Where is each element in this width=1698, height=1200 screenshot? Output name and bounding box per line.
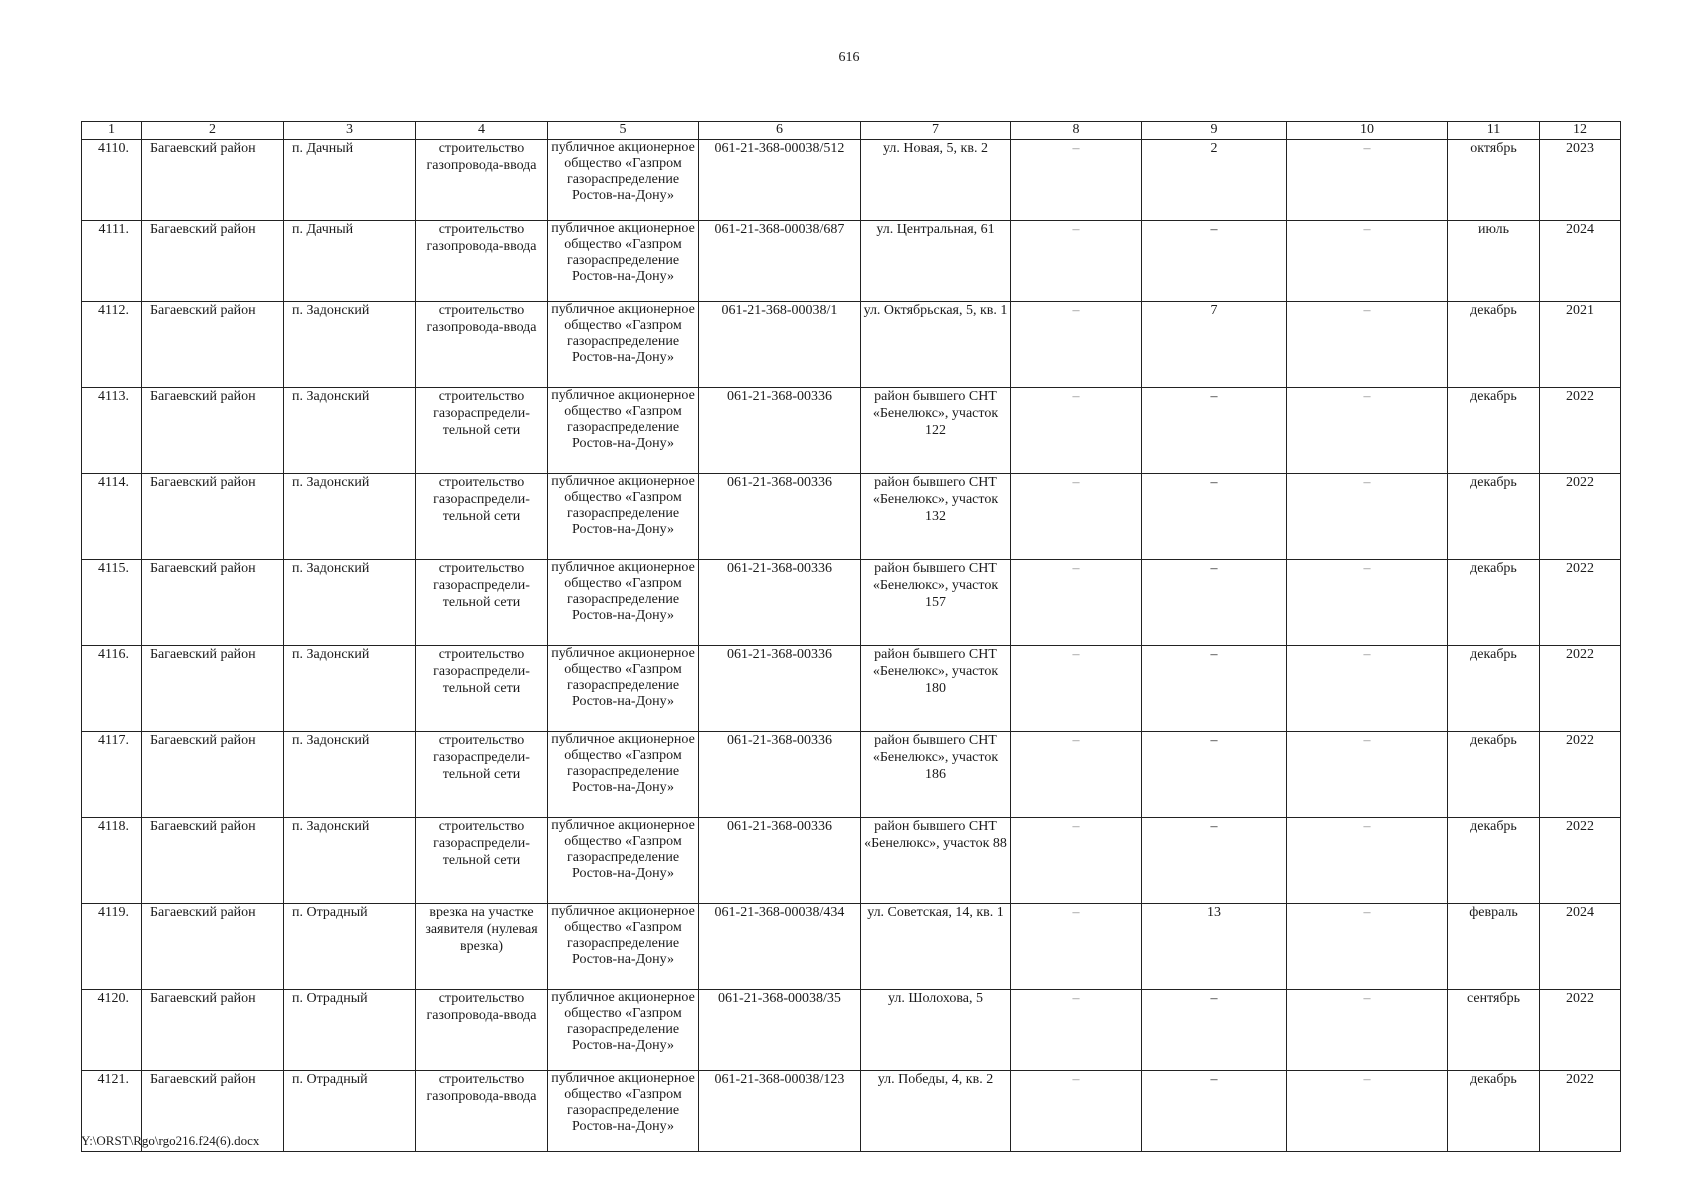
company-cell: публичное акционерное общество «Газпром газораспределение Ростов-на-Дону»	[548, 560, 699, 646]
column-8-cell: –	[1011, 474, 1142, 560]
registry-code-cell: 061-21-368-00336	[699, 474, 861, 560]
column-header: 6	[699, 122, 861, 140]
company-cell: публичное акционерное общество «Газпром газораспределение Ростов-на-Дону»	[548, 646, 699, 732]
column-header: 3	[284, 122, 416, 140]
column-8-cell: –	[1011, 140, 1142, 221]
column-10-cell: –	[1287, 646, 1448, 732]
column-10-cell: –	[1287, 904, 1448, 990]
district-cell: Багаевский район	[142, 904, 284, 990]
column-9-cell: –	[1142, 388, 1287, 474]
company-cell: публичное акционерное общество «Газпром газораспределение Ростов-на-Дону»	[548, 302, 699, 388]
registry-code-cell: 061-21-368-00336	[699, 732, 861, 818]
month-cell: декабрь	[1448, 560, 1540, 646]
table-row	[82, 646, 1621, 732]
company-cell: публичное акционерное общество «Газпром газораспределение Ростов-на-Дону»	[548, 474, 699, 560]
column-header: 8	[1011, 122, 1142, 140]
column-10-cell: –	[1287, 140, 1448, 221]
company-cell: публичное акционерное общество «Газпром газораспределение Ростов-на-Дону»	[548, 818, 699, 904]
column-10-cell: –	[1287, 1071, 1448, 1152]
row-number: 4117.	[82, 732, 142, 818]
settlement-cell: п. Задонский	[284, 388, 416, 474]
column-header: 9	[1142, 122, 1287, 140]
year-cell: 2023	[1540, 140, 1621, 221]
settlement-cell: п. Задонский	[284, 560, 416, 646]
column-8-cell: –	[1011, 646, 1142, 732]
company-cell: публичное акционерное общество «Газпром газораспределение Ростов-на-Дону»	[548, 221, 699, 302]
district-cell: Багаевский район	[142, 646, 284, 732]
column-8-cell: –	[1011, 388, 1142, 474]
month-cell: декабрь	[1448, 732, 1540, 818]
settlement-cell: п. Отрадный	[284, 990, 416, 1071]
company-cell: публичное акционерное общество «Газпром газораспределение Ростов-на-Дону»	[548, 732, 699, 818]
column-header: 11	[1448, 122, 1540, 140]
column-9-cell: –	[1142, 646, 1287, 732]
column-10-cell: –	[1287, 221, 1448, 302]
column-9-cell: –	[1142, 1071, 1287, 1152]
settlement-cell: п. Дачный	[284, 140, 416, 221]
address-cell: район бывшего СНТ «Бенелюкс», участок 180	[861, 646, 1011, 732]
settlement-cell: п. Отрадный	[284, 1071, 416, 1152]
year-cell: 2022	[1540, 1071, 1621, 1152]
column-8-cell: –	[1011, 904, 1142, 990]
table-row	[82, 221, 1621, 302]
company-cell: публичное акционерное общество «Газпром газораспределение Ростов-на-Дону»	[548, 388, 699, 474]
address-cell: ул. Центральная, 61	[861, 221, 1011, 302]
column-10-cell: –	[1287, 388, 1448, 474]
work-type-cell: строительство газопровода-ввода	[416, 302, 548, 388]
table-row	[82, 140, 1621, 221]
column-9-cell: 2	[1142, 140, 1287, 221]
column-10-cell: –	[1287, 818, 1448, 904]
settlement-cell: п. Дачный	[284, 221, 416, 302]
month-cell: декабрь	[1448, 646, 1540, 732]
address-cell: район бывшего СНТ «Бенелюкс», участок 122	[861, 388, 1011, 474]
table-row	[82, 560, 1621, 646]
district-cell: Багаевский район	[142, 302, 284, 388]
registry-code-cell: 061-21-368-00336	[699, 388, 861, 474]
table-row	[82, 732, 1621, 818]
registry-code-cell: 061-21-368-00336	[699, 560, 861, 646]
column-8-cell: –	[1011, 560, 1142, 646]
registry-code-cell: 061-21-368-00336	[699, 818, 861, 904]
address-cell: ул. Новая, 5, кв. 2	[861, 140, 1011, 221]
year-cell: 2021	[1540, 302, 1621, 388]
column-9-cell: –	[1142, 560, 1287, 646]
settlement-cell: п. Задонский	[284, 818, 416, 904]
month-cell: декабрь	[1448, 818, 1540, 904]
address-cell: ул. Октябрьская, 5, кв. 1	[861, 302, 1011, 388]
settlement-cell: п. Отрадный	[284, 904, 416, 990]
month-cell: октябрь	[1448, 140, 1540, 221]
table-row	[82, 302, 1621, 388]
registry-code-cell: 061-21-368-00038/434	[699, 904, 861, 990]
file-path-footer: Y:\ORST\Rgo\rgo216.f24(6).docx	[81, 1133, 260, 1148]
address-cell: район бывшего СНТ «Бенелюкс», участок 88	[861, 818, 1011, 904]
year-cell: 2022	[1540, 388, 1621, 474]
district-cell: Багаевский район	[142, 474, 284, 560]
table-row	[82, 1071, 1621, 1152]
work-type-cell: строительство газораспредели-тельной сети	[416, 818, 548, 904]
column-10-cell: –	[1287, 560, 1448, 646]
work-type-cell: врезка на участке заявителя (нулевая врезка)	[416, 904, 548, 990]
column-8-cell: –	[1011, 990, 1142, 1071]
year-cell: 2022	[1540, 818, 1621, 904]
work-type-cell: строительство газопровода-ввода	[416, 1071, 548, 1152]
settlement-cell: п. Задонский	[284, 732, 416, 818]
month-cell: сентябрь	[1448, 990, 1540, 1071]
column-8-cell: –	[1011, 221, 1142, 302]
month-cell: декабрь	[1448, 474, 1540, 560]
year-cell: 2022	[1540, 646, 1621, 732]
year-cell: 2022	[1540, 560, 1621, 646]
column-header: 10	[1287, 122, 1448, 140]
month-cell: июль	[1448, 221, 1540, 302]
year-cell: 2022	[1540, 732, 1621, 818]
address-cell: ул. Победы, 4, кв. 2	[861, 1071, 1011, 1152]
district-cell: Багаевский район	[142, 560, 284, 646]
address-cell: ул. Советская, 14, кв. 1	[861, 904, 1011, 990]
district-cell: Багаевский район	[142, 818, 284, 904]
column-number-row	[82, 122, 1621, 140]
page-number: 616	[838, 50, 860, 65]
row-number: 4110.	[82, 140, 142, 221]
row-number: 4114.	[82, 474, 142, 560]
column-8-cell: –	[1011, 732, 1142, 818]
row-number: 4119.	[82, 904, 142, 990]
table-row	[82, 904, 1621, 990]
month-cell: декабрь	[1448, 1071, 1540, 1152]
table-row	[82, 990, 1621, 1071]
address-cell: район бывшего СНТ «Бенелюкс», участок 132	[861, 474, 1011, 560]
column-9-cell: –	[1142, 732, 1287, 818]
column-9-cell: 13	[1142, 904, 1287, 990]
company-cell: публичное акционерное общество «Газпром газораспределение Ростов-на-Дону»	[548, 1071, 699, 1152]
work-type-cell: строительство газораспредели-тельной сети	[416, 646, 548, 732]
column-9-cell: –	[1142, 221, 1287, 302]
registry-code-cell: 061-21-368-00038/512	[699, 140, 861, 221]
column-10-cell: –	[1287, 990, 1448, 1071]
row-number: 4121.	[82, 1071, 142, 1152]
address-cell: район бывшего СНТ «Бенелюкс», участок 186	[861, 732, 1011, 818]
registry-code-cell: 061-21-368-00038/35	[699, 990, 861, 1071]
settlement-cell: п. Задонский	[284, 646, 416, 732]
month-cell: декабрь	[1448, 302, 1540, 388]
work-type-cell: строительство газораспредели-тельной сети	[416, 474, 548, 560]
column-8-cell: –	[1011, 818, 1142, 904]
row-number: 4113.	[82, 388, 142, 474]
address-cell: ул. Шолохова, 5	[861, 990, 1011, 1071]
column-9-cell: 7	[1142, 302, 1287, 388]
row-number: 4111.	[82, 221, 142, 302]
register-table	[81, 121, 1621, 1152]
district-cell: Багаевский район	[142, 388, 284, 474]
column-8-cell: –	[1011, 1071, 1142, 1152]
company-cell: публичное акционерное общество «Газпром газораспределение Ростов-на-Дону»	[548, 990, 699, 1071]
year-cell: 2024	[1540, 904, 1621, 990]
column-9-cell: –	[1142, 990, 1287, 1071]
work-type-cell: строительство газораспредели-тельной сети	[416, 732, 548, 818]
work-type-cell: строительство газораспредели-тельной сети	[416, 388, 548, 474]
settlement-cell: п. Задонский	[284, 302, 416, 388]
row-number: 4120.	[82, 990, 142, 1071]
table-row	[82, 388, 1621, 474]
column-10-cell: –	[1287, 474, 1448, 560]
table-row	[82, 818, 1621, 904]
year-cell: 2024	[1540, 221, 1621, 302]
district-cell: Багаевский район	[142, 1071, 284, 1152]
work-type-cell: строительство газопровода-ввода	[416, 140, 548, 221]
company-cell: публичное акционерное общество «Газпром газораспределение Ростов-на-Дону»	[548, 140, 699, 221]
row-number: 4116.	[82, 646, 142, 732]
column-header: 7	[861, 122, 1011, 140]
column-header: 12	[1540, 122, 1621, 140]
settlement-cell: п. Задонский	[284, 474, 416, 560]
row-number: 4112.	[82, 302, 142, 388]
district-cell: Багаевский район	[142, 990, 284, 1071]
registry-code-cell: 061-21-368-00038/1	[699, 302, 861, 388]
registry-code-cell: 061-21-368-00038/123	[699, 1071, 861, 1152]
column-10-cell: –	[1287, 732, 1448, 818]
column-8-cell: –	[1011, 302, 1142, 388]
row-number: 4118.	[82, 818, 142, 904]
registry-code-cell: 061-21-368-00336	[699, 646, 861, 732]
company-cell: публичное акционерное общество «Газпром газораспределение Ростов-на-Дону»	[548, 904, 699, 990]
work-type-cell: строительство газопровода-ввода	[416, 990, 548, 1071]
column-10-cell: –	[1287, 302, 1448, 388]
column-9-cell: –	[1142, 818, 1287, 904]
year-cell: 2022	[1540, 990, 1621, 1071]
year-cell: 2022	[1540, 474, 1621, 560]
column-header: 4	[416, 122, 548, 140]
district-cell: Багаевский район	[142, 732, 284, 818]
column-9-cell: –	[1142, 474, 1287, 560]
address-cell: район бывшего СНТ «Бенелюкс», участок 157	[861, 560, 1011, 646]
column-header: 5	[548, 122, 699, 140]
month-cell: февраль	[1448, 904, 1540, 990]
row-number: 4115.	[82, 560, 142, 646]
work-type-cell: строительство газопровода-ввода	[416, 221, 548, 302]
column-header: 2	[142, 122, 284, 140]
registry-code-cell: 061-21-368-00038/687	[699, 221, 861, 302]
table-row	[82, 474, 1621, 560]
month-cell: декабрь	[1448, 388, 1540, 474]
work-type-cell: строительство газораспредели-тельной сети	[416, 560, 548, 646]
district-cell: Багаевский район	[142, 140, 284, 221]
column-header: 1	[82, 122, 142, 140]
district-cell: Багаевский район	[142, 221, 284, 302]
